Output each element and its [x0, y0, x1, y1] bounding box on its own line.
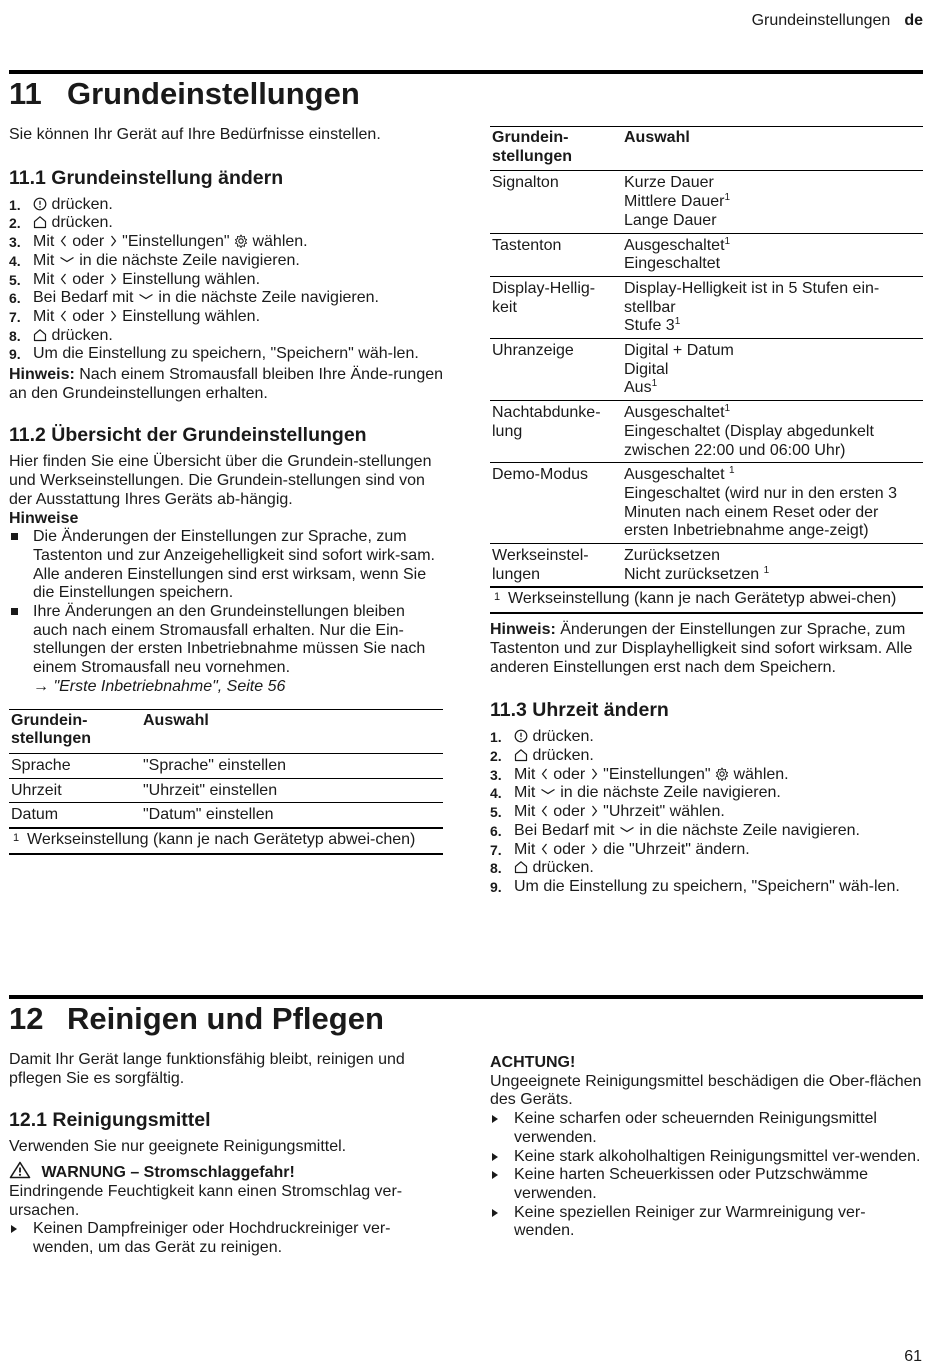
option-line: Mittlere Dauer$^1$ [624, 192, 731, 211]
table-row [490, 401, 923, 463]
footnote-marker: 1 [13, 832, 20, 845]
footnote-marker: 1 [724, 192, 731, 204]
step-item: 8. drücken. [9, 326, 113, 344]
footnote-marker: 1 [724, 235, 731, 247]
chapter-title: Grundeinstellungen [67, 76, 360, 111]
option-line: Digital [624, 360, 669, 378]
table-cell [622, 233, 923, 276]
option-line: Ausgeschaltet$^1$ [624, 403, 731, 422]
chapter-intro: Damit Ihr Gerät lange funktionsfähig bleibt, reinigen und pflegen Sie es sorgfältig. [9, 1051, 405, 1087]
table-cell [622, 544, 923, 587]
chapter-intro: Sie können Ihr Gerät auf Ihre Bedürfnisse einstellen. [9, 126, 381, 143]
footnote-marker: 1 [763, 564, 770, 576]
table-header-cell: Grundein-stellungen [11, 711, 92, 748]
footnote-marker: 1 [728, 465, 735, 477]
step-number: 8. [490, 860, 502, 877]
running-header [752, 12, 923, 30]
section-11-2-title: 11.2 Übersicht der Grundeinstellungen [9, 424, 367, 447]
footnote-marker: 1 [674, 316, 681, 328]
caution-list [490, 1110, 923, 1241]
note-label: Hinweis: [9, 366, 75, 384]
table-header-cell: Auswahl [143, 711, 209, 729]
steps-11-3 [490, 728, 923, 896]
table-footnote [490, 586, 923, 614]
table-cell: Display-Hellig-keit [490, 276, 622, 338]
footnote-text: Werkseinstellung (kann je nach Gerätetyp abwei-chen) [508, 590, 897, 608]
step-item: 6. Bei Bedarf mit in die nächste Zeile navigieren. [9, 289, 379, 307]
table-cell: "Sprache" einstellen [141, 753, 443, 778]
warning-heading [9, 1161, 443, 1183]
table-cell [622, 276, 923, 338]
list-item: Keine harten Scheuerkissen oder Putzschwämme verwenden. [490, 1166, 923, 1203]
table-header-row [490, 127, 923, 171]
gear-icon [715, 767, 729, 781]
triangle-bullet-icon [492, 1171, 498, 1179]
step-item: 3. Mit oder "Einstellungen" wählen. [490, 765, 789, 783]
step-number: 5. [9, 271, 21, 288]
section-12-1-title: 12.1 Reinigungsmittel [9, 1109, 211, 1132]
table-cell: Signalton [490, 171, 622, 233]
chevron-right-icon [590, 767, 599, 781]
chevron-left-icon [59, 272, 68, 286]
option-line: Nicht zurücksetzen $^1$ [624, 564, 770, 583]
triangle-bullet-icon [492, 1153, 498, 1161]
square-bullet-icon [11, 608, 18, 615]
step-item: 1. drücken. [490, 728, 594, 746]
chapter-number: 12 [9, 1001, 44, 1036]
chevron-down-icon [619, 823, 635, 837]
page-number: 61 [904, 1348, 922, 1365]
table-cell: Nachtabdunke-lung [490, 401, 622, 463]
option-line: Stufe $3^1$ [624, 316, 681, 335]
caution-text: Ungeeignete Reinigungsmittel beschädigen die Ober-flächen des Geräts. [490, 1072, 922, 1109]
step-number: 1. [490, 729, 502, 746]
step-number: 3. [490, 766, 502, 783]
warning-list [9, 1220, 443, 1257]
step-item: 7. Mit oder Einstellung wählen. [9, 307, 261, 325]
chevron-right-icon [109, 309, 118, 323]
step-item: 7. Mit oder die "Uhrzeit" ändern. [490, 840, 750, 858]
header-section: Grundeinstellungen [751, 12, 891, 29]
section-11-2-intro: Hier finden Sie eine Übersicht über die Grundein-stellungen und Werkseinstellungen. Die Grundein-stellungen sind von der Ausstattung Ihres Geräts ab-hängig. [9, 453, 432, 508]
option-line: Ausgeschaltet $^1$ [624, 465, 735, 484]
step-number: 9. [9, 346, 21, 363]
step-item: 4. Mit in die nächste Zeile navigieren. [490, 784, 781, 802]
note-text: Nach einem Stromausfall bleiben Ihre Ände-rungen an den Grundeinstellungen erhalten. [9, 366, 444, 402]
table-footnote [9, 827, 443, 855]
square-bullet-icon [11, 533, 18, 540]
note-11-1 [9, 366, 443, 403]
list-item: Die Änderungen der Einstellungen zur Sprache, zum Tastenton und zur Anzeigehelligkeit sind sofort wirk-sam. Alle anderen Einstellungen sind erst wirksam, wenn Sie die Einstellungen speichern. [9, 528, 443, 603]
step-number: 4. [490, 785, 502, 802]
notes-title: Hinweise [9, 509, 79, 527]
table-cell [622, 171, 923, 233]
settings-table-1 [9, 709, 443, 828]
chevron-right-icon [590, 842, 599, 856]
option-line: Display-Helligkeit ist in 5 Stufen ein-stellbar [624, 279, 880, 316]
section-11-1-title: 11.1 Grundeinstellung ändern [9, 166, 284, 189]
table-cell: Demo-Modus [490, 463, 622, 544]
left-column-ch12 [9, 1051, 443, 1258]
note-11-2 [490, 621, 923, 677]
table-row [490, 339, 923, 401]
chapter-number: 11 [9, 76, 42, 111]
step-item: 5. Mit oder "Uhrzeit" wählen. [490, 803, 725, 821]
chapter-rule [9, 70, 923, 74]
steps-11-1 [9, 196, 443, 364]
chevron-down-icon [59, 253, 75, 267]
step-number: 1. [9, 196, 21, 213]
chapter-11-heading [9, 76, 360, 112]
footnote-marker: 1 [651, 378, 658, 390]
table-cell: "Datum" einstellen [141, 803, 443, 827]
table-cell [622, 339, 923, 401]
arrow-right-icon: → [33, 677, 49, 695]
caution-title: ACHTUNG! [490, 1054, 576, 1071]
triangle-bullet-icon [492, 1115, 498, 1123]
note-text: Änderungen der Einstellungen zur Sprache, zum Tastenton und zur Displayhelligkeit sind sofort wirksam. Alle anderen Einstellungen erst nach dem Speichern. [490, 621, 913, 676]
table-cell [622, 463, 923, 544]
cross-reference-link[interactable]: "Erste Inbetriebnahme", Seite 56 [53, 677, 286, 695]
table-cell: Uhrzeit [9, 778, 141, 803]
triangle-bullet-icon [11, 1225, 17, 1233]
table-row [490, 171, 923, 233]
table-row [9, 753, 443, 778]
step-item: 1. drücken. [9, 195, 113, 213]
step-number: 3. [9, 234, 21, 251]
list-item: Keine scharfen oder scheuernden Reinigungsmittel verwenden. [490, 1110, 923, 1147]
table-header-cell: Grundein-stellungen [492, 129, 573, 165]
step-item: 9. Um die Einstellung zu speichern, "Speichern" wäh-len. [490, 877, 900, 895]
step-number: 6. [9, 290, 21, 307]
step-item: 9. Um die Einstellung zu speichern, "Speichern" wäh-len. [9, 345, 419, 363]
footnote-marker: 1 [724, 403, 731, 415]
chevron-down-icon [540, 785, 556, 799]
list-item: Ihre Änderungen an den Grundeinstellungen bleiben auch nach einem Stromausfall erhalten. Nur die Ein-stellungen der ersten Inbetriebnahme müssen Sie nach einem Stromausfall neu vornehmen. → "Erste Inbetriebnahme", Seite 56 [9, 603, 443, 697]
option-line: Ausgeschaltet$^1$ [624, 235, 731, 254]
chevron-left-icon [59, 234, 68, 248]
right-column-ch11 [490, 126, 923, 897]
table-cell: Werkseinstel-lungen [490, 544, 622, 587]
step-item: 2. drücken. [490, 746, 594, 764]
chapter-title: Reinigen und Pflegen [67, 1001, 384, 1036]
table-cell: Tastenton [490, 233, 622, 276]
section-12-1-text: Verwenden Sie nur geeignete Reinigungsmittel. [9, 1138, 347, 1156]
table-cell: Sprache [9, 753, 141, 778]
table-row [9, 803, 443, 827]
step-number: 9. [490, 878, 502, 895]
section-11-3-title: 11.3 Uhrzeit ändern [490, 699, 669, 722]
header-language: de [904, 12, 923, 29]
footnote-marker: 1 [494, 591, 501, 604]
step-item: 4. Mit in die nächste Zeile navigieren. [9, 251, 300, 269]
list-item: Keine speziellen Reiniger zur Warmreinigung ver-wenden. [490, 1204, 923, 1241]
step-item: 8. drücken. [490, 859, 594, 877]
home-icon [33, 328, 47, 342]
table-header-cell: Auswahl [624, 129, 690, 146]
chapter-rule [9, 995, 923, 999]
option-line: Zurücksetzen [624, 547, 721, 565]
chevron-right-icon [109, 272, 118, 286]
warning-triangle-icon [9, 1161, 31, 1179]
step-item: 6. Bei Bedarf mit in die nächste Zeile navigieren. [490, 821, 860, 839]
settings-table-2-body [490, 171, 923, 587]
option-line: Eingeschaltet (Display abgedunkelt zwischen 22:00 und 06:00 Uhr) [624, 422, 874, 459]
settings-table-2 [490, 126, 923, 586]
warning-text: Eindringende Feuchtigkeit kann einen Stromschlag ver-ursachen. [9, 1182, 403, 1219]
table-cell: Uhranzeige [490, 339, 622, 401]
chevron-left-icon [540, 842, 549, 856]
chapter-12-heading [9, 1001, 384, 1037]
table-row [490, 233, 923, 276]
table-row [9, 778, 443, 803]
chevron-left-icon [540, 767, 549, 781]
step-item: 2. drücken. [9, 214, 113, 232]
table-cell: "Uhrzeit" einstellen [141, 778, 443, 803]
list-item: Keinen Dampfreiniger oder Hochdruckreiniger ver-wenden, um das Gerät zu reinigen. [9, 1220, 443, 1257]
table-row [490, 544, 923, 587]
step-number: 8. [9, 327, 21, 344]
home-icon [514, 748, 528, 762]
list-item: Keine stark alkoholhaltigen Reinigungsmittel ver-wenden. [490, 1148, 923, 1167]
right-column-ch12 [490, 1054, 923, 1241]
table-header-row [9, 709, 443, 753]
option-line: Digital + Datum [624, 342, 734, 360]
note-label: Hinweis: [490, 621, 556, 639]
option-line: Eingeschaltet (wird nur in den ersten 3 Minuten nach einem Reset oder der ersten Inbetriebnahme ange-zeigt) [624, 484, 898, 540]
warning-title: WARNUNG – Stromschlaggefahr! [41, 1164, 295, 1182]
step-number: 7. [9, 308, 21, 325]
step-number: 2. [9, 215, 21, 232]
chevron-left-icon [540, 804, 549, 818]
option-line: Aus$^1$ [624, 378, 658, 397]
chevron-down-icon [138, 290, 154, 304]
step-number: 4. [9, 252, 21, 269]
step-number: 5. [490, 804, 502, 821]
step-number: 7. [490, 841, 502, 858]
table-cell [622, 401, 923, 463]
option-line: Kurze Dauer [624, 174, 714, 192]
chevron-left-icon [59, 309, 68, 323]
step-number: 2. [490, 747, 502, 764]
triangle-bullet-icon [492, 1209, 498, 1217]
table-row [490, 463, 923, 544]
table-row [490, 276, 923, 338]
step-item: 5. Mit oder Einstellung wählen. [9, 270, 261, 288]
step-number: 6. [490, 822, 502, 839]
chevron-right-icon [590, 804, 599, 818]
option-line: Lange Dauer [624, 211, 717, 229]
footnote-text: Werkseinstellung (kann je nach Gerätetyp abwei-chen) [27, 831, 416, 849]
home-icon [514, 860, 528, 874]
notes-list [9, 528, 443, 696]
option-line: Eingeschaltet [624, 255, 721, 273]
left-column-ch11 [9, 126, 443, 855]
chevron-right-icon [109, 234, 118, 248]
cross-reference[interactable] [33, 678, 285, 695]
gear-icon [234, 234, 248, 248]
table-cell: Datum [9, 803, 141, 827]
power-icon [514, 729, 528, 743]
step-item: 3. Mit oder "Einstellungen" wählen. [9, 233, 308, 251]
home-icon [33, 215, 47, 229]
power-icon [33, 197, 47, 211]
